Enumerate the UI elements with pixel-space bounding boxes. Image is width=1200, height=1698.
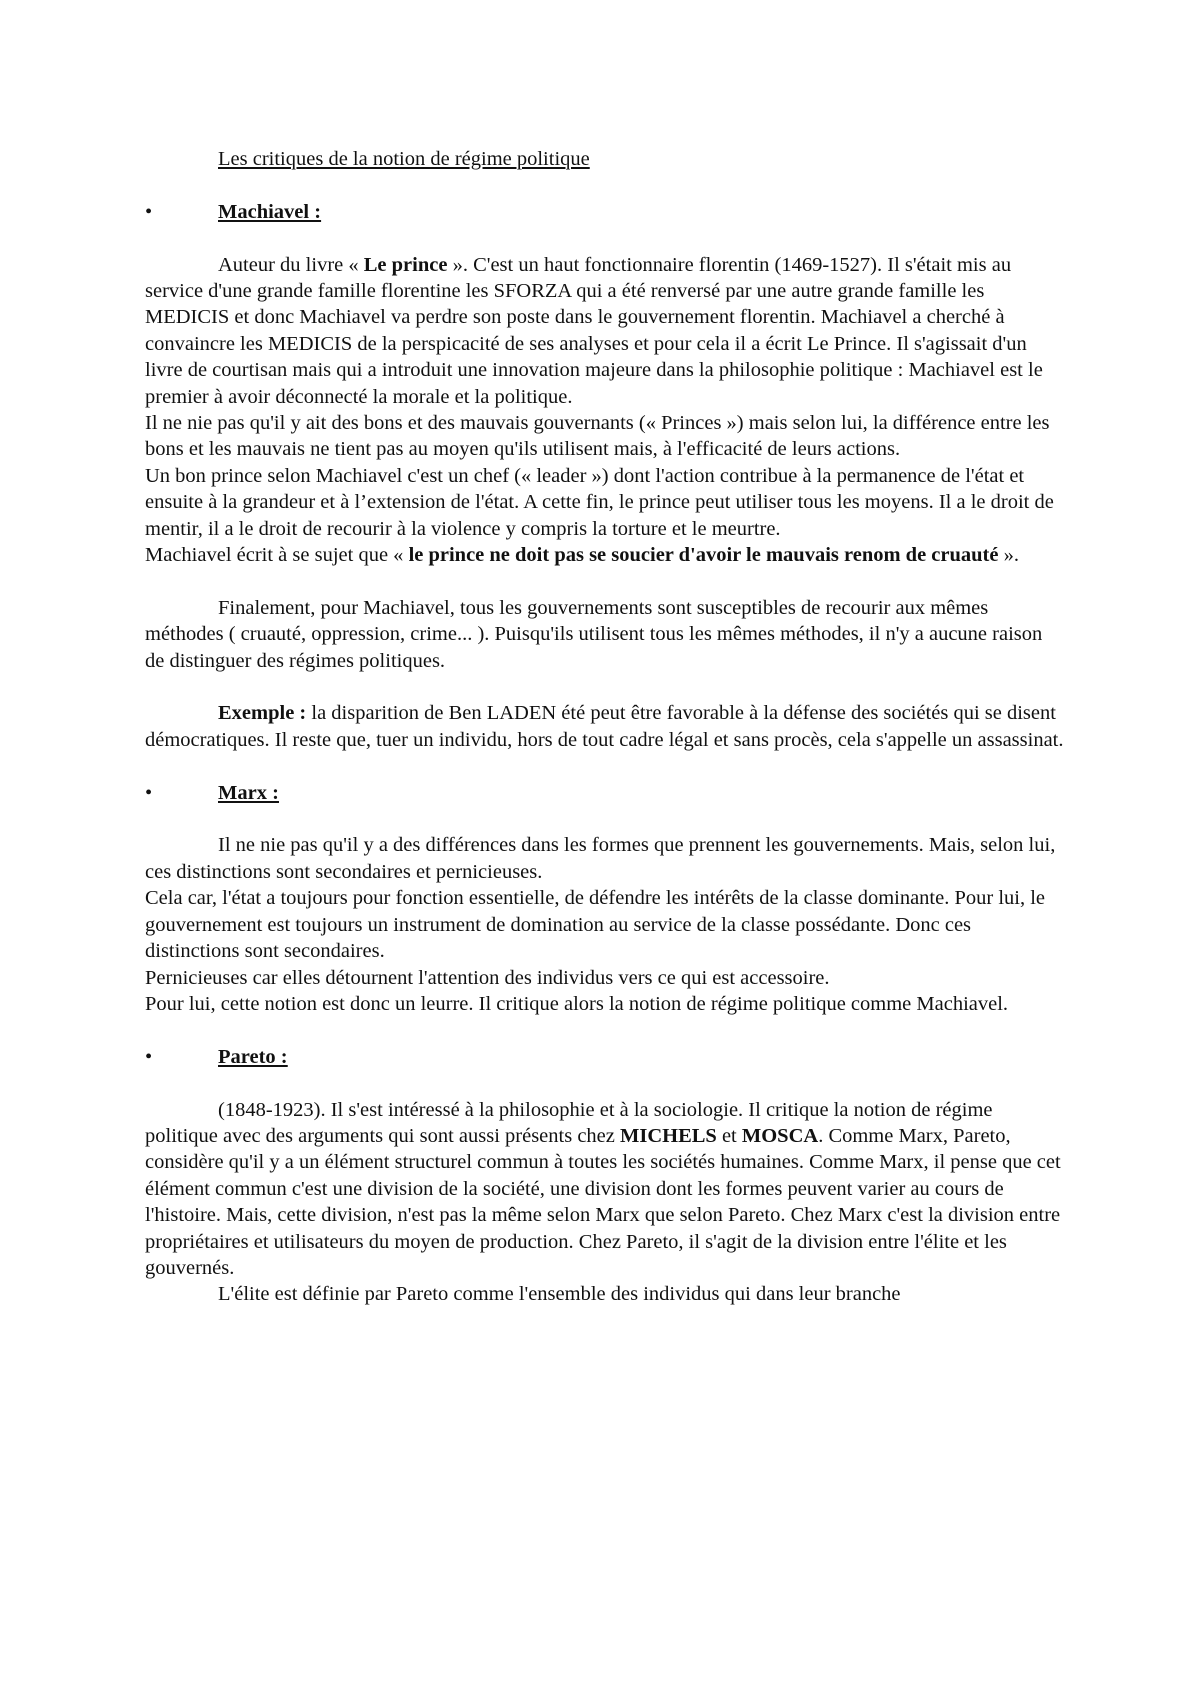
paragraph: Finalement, pour Machiavel, tous les gouvernements sont susceptibles de recourir aux mêmes méthodes ( cruauté, oppression, crime... ). Puisqu'ils utilisent tous les mêmes méthodes, il n'y a aucune raison de distinguer des régimes politiques. xyxy=(145,596,1043,672)
text-run: . Comme Marx, Pareto, considère qu'il y a un élément structurel commun à toutes les sociétés humaines. Comme Marx, il pense que cet élément commun c'est une division de la société, une division dont les formes peuvent varier au cours de l'histoire. Mais, cette division, n'est pas la même selon Marx que selon Pareto. Chez Marx c'est la division entre propriétaires et utilisateurs du moyen de production. Chez Pareto, il s'agit de la division entre l'élite et les gouvernés. xyxy=(145,1124,1061,1279)
spacer xyxy=(145,1017,1065,1043)
paragraph: Cela car, l'état a toujours pour fonction essentielle, de défendre les intérêts de la classe dominante. Pour lui, le gouvernement est toujours un instrument de domination au service de la classe possédante. Donc ces distinctions sont secondaires. xyxy=(145,887,1046,963)
bold-text: Exemple : xyxy=(218,702,307,725)
paragraph xyxy=(145,700,1065,753)
paragraph: Pour lui, cette notion est donc un leurre. Il critique alors la notion de régime politique comme Machiavel. xyxy=(145,992,1009,1015)
section-heading-pareto xyxy=(145,1044,1065,1070)
paragraph: Un bon prince selon Machiavel c'est un chef (« leader ») dont l'action contribue à la permanence de l'état et ensuite à la grandeur et à l’extension de l'état. A cette fin, le prince peut utiliser tous les moyens. Il a le droit de mentir, il a le droit de recourir à la violence y compris la torture et le meurtre. xyxy=(145,464,1054,540)
paragraph: Pernicieuses car elles détournent l'attention des individus vers ce qui est accessoire. xyxy=(145,966,830,989)
paragraph xyxy=(145,542,1065,568)
section-heading-marx xyxy=(145,780,1065,806)
document-page xyxy=(145,146,1065,1308)
bullet-icon: • xyxy=(145,781,153,804)
bold-text: MOSCA xyxy=(741,1124,819,1147)
spacer xyxy=(145,753,1065,779)
text-run: et xyxy=(716,1124,742,1147)
text-run: Auteur du livre « xyxy=(218,253,364,276)
paragraph: Il ne nie pas qu'il y ait des bons et des mauvais gouvernants (« Princes ») mais selon lui, la différence entre les bons et les mauvais ne tient pas au moyen qu'ils utilisent mais, à l'efficacité de leurs actions. xyxy=(145,412,1050,461)
section-heading-label: Machiavel : xyxy=(218,200,322,223)
paragraph: Il ne nie pas qu'il y a des différences dans les formes que prennent les gouvernements. Mais, selon lui, ces distinctions sont secondaires et pernicieuses. xyxy=(145,834,1056,883)
text-run: (1848-1923). Il s'est intéressé à la philosophie et à la sociologie. Il critique la notion de régime politique avec des arguments qui sont aussi présents chez xyxy=(145,1098,993,1147)
text-run: Machiavel écrit à se sujet que « xyxy=(145,544,409,567)
text-run: ». C'est un haut fonctionnaire florentin (1469-1527). Il s'était mis au service d'une grande famille florentine les SFORZA qui a été renversé par une autre grande famille les MEDICIS et donc Machiavel va perdre son poste dans le gouvernement florentin. Machiavel a cherché à convaincre les MEDICIS de la perspicacité de ses analyses et pour cela il a écrit Le Prince. Il s'agissait d'un livre de courtisan mais qui a introduit une innovation majeure dans la philosophie politique : Machiavel est le premier à avoir déconnecté la morale et la politique. xyxy=(145,253,1043,408)
paragraph xyxy=(145,252,1065,410)
paragraph: L'élite est définie par Pareto comme l'ensemble des individus qui dans leur branche xyxy=(218,1283,901,1306)
spacer xyxy=(145,806,1065,832)
bold-text: le prince ne doit pas se soucier d'avoir le mauvais renom de cruauté xyxy=(408,544,999,567)
spacer xyxy=(145,674,1065,700)
spacer xyxy=(145,1070,1065,1096)
section-heading-label: Marx : xyxy=(218,781,279,804)
text-run: ». xyxy=(998,544,1019,567)
spacer xyxy=(145,172,1065,198)
text-run: la disparition de Ben LADEN été peut être favorable à la défense des sociétés qui se disent démocratiques. Il reste que, tuer un individu, hors de tout cadre légal et sans procès, cela s'appelle un assassinat. xyxy=(145,702,1064,751)
bold-text: Le prince xyxy=(363,253,448,276)
document-title: Les critiques de la notion de régime politique xyxy=(218,148,590,170)
bullet-icon: • xyxy=(145,200,153,223)
bullet-icon: • xyxy=(145,1045,153,1068)
section-heading-label: Pareto : xyxy=(218,1045,288,1068)
spacer xyxy=(145,225,1065,251)
section-heading-machiavel xyxy=(145,199,1065,225)
bold-text: MICHELS xyxy=(620,1124,717,1147)
spacer xyxy=(145,568,1065,594)
paragraph xyxy=(145,1097,1065,1282)
